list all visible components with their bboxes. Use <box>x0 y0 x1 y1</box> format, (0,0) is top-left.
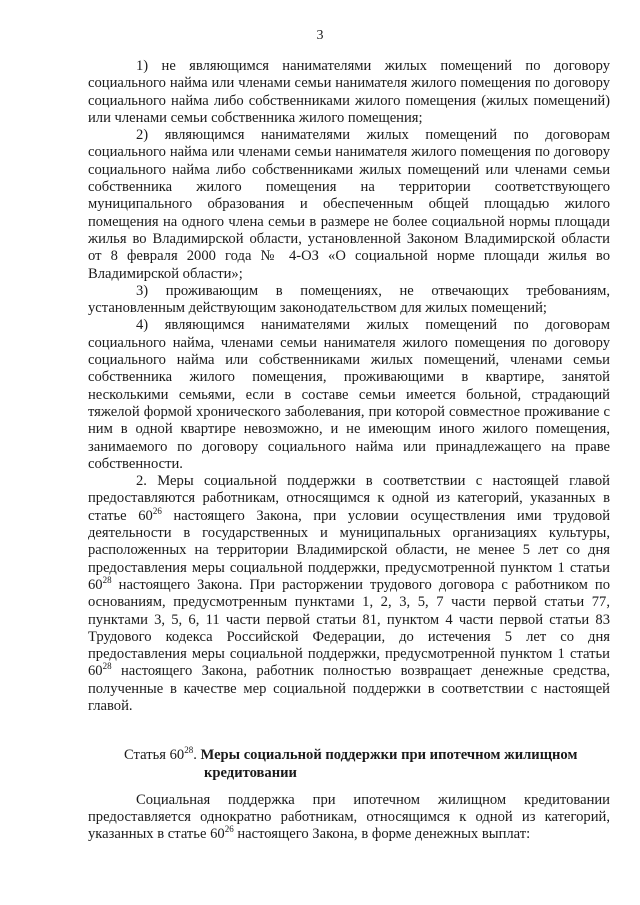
article-heading <box>88 747 610 782</box>
superscript: 26 <box>224 824 234 835</box>
paragraph-2-text-2: настоящего Закона, при условии осуществления ими трудовой деятельности в государственных и муниципальных организациях культуры, расположенных на территории Владимирской области, не менее 5 лет со дня предоставления меры социальной поддержки, предусмотренной пунктом 1 статьи 60 <box>88 507 610 593</box>
list-item-1: 1) не являющимся нанимателями жилых помещений по договору социального найма или членами семьи нанимателя жилого помещения по договору социального найма либо собственниками жилого помещения (жилых помещений) или членами семьи собственника жилого помещения; <box>88 58 610 126</box>
superscript: 26 <box>152 505 162 516</box>
paragraph-3 <box>88 792 610 844</box>
superscript: 28 <box>102 661 112 672</box>
article-title-line-1: Меры социальной поддержки при ипотечном жилищном <box>200 747 578 764</box>
list-item-4: 4) являющимся нанимателями жилых помещений по договорам социального найма, членами семьи нанимателя жилого помещения по договору социального найма или собственниками жилых помещений, членами семьи собственника жилого помещения, проживающими в квартире, занятой несколькими семьями, если в составе семьи имеется больной, страдающий тяжелой формой хронического заболевания, при которой совместное проживание с ним в одной квартире невозможно, и не имеющим иного жилого помещения, занимаемого по договору социального найма или принадлежащего на праве собственности. <box>88 317 610 472</box>
paragraph-2-text-3: настоящего Закона. При расторжении трудового договора с работником по основаниям, предусмотренным пунктами 1, 2, 3, 5, 7 части первой статьи 77, пунктами 3, 5, 6, 11 части первой статьи 81, пунктом 4 части первой статьи 83 Трудового кодекса Российской Федерации, до истечения 5 лет со дня предоставления меры социальной поддержки, предусмотренной пунктом 1 статьи 60 <box>88 576 610 680</box>
list-item-2: 2) являющимся нанимателями жилых помещений по договорам социального найма или членами семьи нанимателя жилого помещения по договору социального найма либо собственниками жилых помещений или членами семьи собственника жилого помещения на территории соответствующего муниципального образования и обеспеченным общей площадью жилого помещения на одного члена семьи в размере не более социальной нормы площади жилья во Владимирской области, установленной Законом Владимирской области от 8 февраля 2000 года № 4-ОЗ «О социальной норме площади жилья во Владимирской области»; <box>88 127 610 282</box>
article-prefix: Статья 60 <box>124 747 185 764</box>
paragraph-3-text-1: Социальная поддержка при ипотечном жилищном кредитовании предоставляется однократно работникам, относящимся к одной из категорий, указанных в статье 60 <box>88 791 610 843</box>
document-body <box>88 58 610 844</box>
article-superscript: 28 <box>184 745 194 756</box>
article-title-line-2: кредитовании <box>204 764 297 781</box>
paragraph-2 <box>88 473 610 715</box>
paragraph-2-text-4: настоящего Закона, работник полностью возвращает денежные средства, полученные в качестве мер социальной поддержки в соответствии с настоящей главой. <box>88 663 610 714</box>
list-item-3: 3) проживающим в помещениях, не отвечающих требованиям, установленным действующим законодательством для жилых помещений; <box>88 282 610 317</box>
page-number: 3 <box>316 28 324 43</box>
article-dot: . <box>193 747 201 764</box>
paragraph-3-text-2: настоящего Закона, в форме денежных выплат: <box>233 826 531 843</box>
superscript: 28 <box>102 575 112 586</box>
paragraph-2-text-1: 2. Меры социальной поддержки в соответствии с настоящей главой предоставляются работникам, относящимся к одной из категорий, указанных в статье 60 <box>88 473 610 524</box>
